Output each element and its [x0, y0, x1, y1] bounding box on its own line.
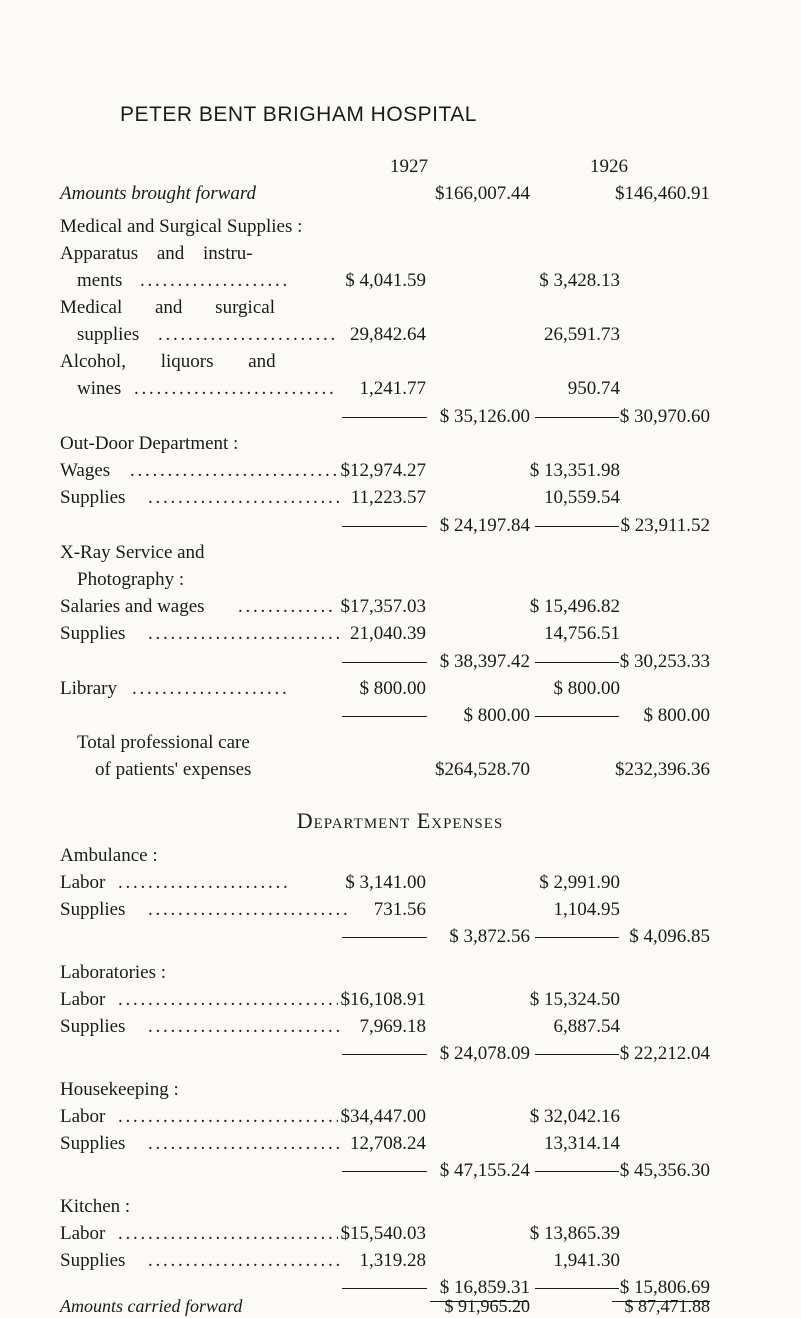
ambulance-supplies-1927: 731.56: [373, 899, 426, 920]
medsupplies-label-line1: Medical and surgical: [60, 297, 275, 318]
xray-section-title-line2: Photography :: [77, 569, 185, 590]
alcohol-1926: 950.74: [567, 378, 620, 399]
xray-salaries-1926: $ 15,496.82: [529, 596, 620, 617]
xray-supplies-1926: 14,756.51: [544, 623, 620, 644]
carried-forward-1927: $ 91,965.20: [444, 1296, 530, 1316]
outdoor-wages-1926: $ 13,351.98: [529, 460, 620, 481]
housekeeping-supplies-label: Supplies: [60, 1133, 126, 1154]
outdoor-supplies-1926: 10,559.54: [544, 487, 620, 508]
department-expenses-heading: Department Expenses: [296, 808, 504, 833]
kitchen-total-1926: $ 15,806.69: [619, 1277, 710, 1298]
laboratories-total-1927: $ 24,078.09: [439, 1043, 530, 1064]
xray-salaries-label: Salaries and wages: [60, 596, 205, 617]
ambulance-labor-label: Labor: [60, 872, 106, 893]
laboratories-supplies-1927: 7,969.18: [359, 1016, 426, 1037]
professional-total-1926: $232,396.36: [615, 759, 710, 780]
page-header: PETER BENT BRIGHAM HOSPITAL: [120, 103, 477, 126]
laboratories-labor-label: Labor: [60, 989, 106, 1010]
outdoor-supplies-1927: 11,223.57: [350, 487, 426, 508]
ambulance-labor-leader: [118, 872, 288, 894]
kitchen-labor-1926: $ 13,865.39: [529, 1223, 620, 1244]
alcohol-label-line2: wines: [77, 378, 122, 399]
housekeeping-total-1927: $ 47,155.24: [439, 1160, 530, 1181]
laboratories-labor-1926: $ 15,324.50: [529, 989, 620, 1010]
library-1927: $ 800.00: [359, 678, 426, 699]
ambulance-labor-1927: $ 3,141.00: [345, 872, 426, 893]
library-1926: $ 800.00: [553, 678, 620, 699]
housekeeping-supplies-1926: 13,314.14: [544, 1133, 620, 1154]
medsupplies-label-line2: supplies: [77, 324, 140, 345]
outdoor-supplies-label: Supplies: [60, 487, 126, 508]
laboratories-title: Laboratories :: [60, 962, 167, 983]
year-1926-heading: 1926: [590, 156, 628, 177]
ambulance-labor-1926: $ 2,991.90: [539, 872, 620, 893]
medical-total-1926: $ 30,970.60: [619, 406, 710, 427]
year-1927-heading: 1927: [390, 156, 428, 177]
outdoor-total-1927: $ 24,197.84: [439, 515, 530, 536]
professional-total-label-line2: of patients' expenses: [95, 759, 252, 780]
outdoor-total-1926: $ 23,911.52: [620, 515, 710, 536]
apparatus-1926: $ 3,428.13: [539, 270, 620, 291]
kitchen-supplies-label: Supplies: [60, 1250, 126, 1271]
medical-total-1927: $ 35,126.00: [439, 406, 530, 427]
ambulance-total-1927: $ 3,872.56: [449, 926, 530, 947]
apparatus-label-line1: Apparatus and instru-: [60, 243, 253, 264]
library-total-1927: $ 800.00: [463, 705, 530, 726]
brought-forward-1926: $146,460.91: [615, 183, 710, 204]
kitchen-labor-1927: $15,540.03: [340, 1223, 426, 1244]
xray-section-title-line1: X-Ray Service and: [60, 542, 205, 563]
carried-forward-1926: $ 87,471.88: [624, 1296, 710, 1316]
xray-total-1926: $ 30,253.33: [619, 651, 710, 672]
alcohol-1927: 1,241.77: [359, 378, 426, 399]
laboratories-supplies-label: Supplies: [60, 1016, 126, 1037]
xray-supplies-1927: 21,040.39: [350, 623, 426, 644]
kitchen-total-1927: $ 16,859.31: [439, 1277, 530, 1298]
housekeeping-title: Housekeeping :: [60, 1079, 179, 1100]
kitchen-title: Kitchen :: [60, 1196, 131, 1217]
laboratories-supplies-1926: 6,887.54: [553, 1016, 620, 1037]
professional-total-1927: $264,528.70: [435, 759, 530, 780]
housekeeping-labor-1926: $ 32,042.16: [529, 1106, 620, 1127]
medical-section-title: Medical and Surgical Supplies :: [60, 216, 303, 237]
library-label: Library: [60, 678, 117, 699]
ambulance-title: Ambulance :: [60, 845, 158, 866]
housekeeping-supplies-1927: 12,708.24: [350, 1133, 426, 1154]
xray-salaries-1927: $17,357.03: [340, 596, 426, 617]
kitchen-labor-label: Labor: [60, 1223, 106, 1244]
ambulance-supplies-1926: 1,104.95: [553, 899, 620, 920]
brought-forward-1927: $166,007.44: [435, 183, 530, 204]
kitchen-supplies-1927: 1,319.28: [359, 1250, 426, 1271]
ambulance-supplies-label: Supplies: [60, 899, 126, 920]
library-total-1926: $ 800.00: [643, 705, 710, 726]
medsupplies-1927: 29,842.64: [350, 324, 426, 345]
medsupplies-1926: 26,591.73: [544, 324, 620, 345]
laboratories-labor-1927: $16,108.91: [340, 989, 426, 1010]
outdoor-section-title: Out-Door Department :: [60, 433, 239, 454]
library-leader: [132, 678, 286, 700]
ambulance-total-1926: $ 4,096.85: [629, 926, 710, 947]
apparatus-leader: [140, 270, 286, 292]
outdoor-wages-1927: $12,974.27: [340, 460, 426, 481]
carried-forward-label: Amounts carried forward: [60, 1296, 243, 1316]
professional-total-label-line1: Total professional care: [77, 732, 250, 753]
housekeeping-total-1926: $ 45,356.30: [619, 1160, 710, 1181]
xray-supplies-label: Supplies: [60, 623, 126, 644]
apparatus-label-line2: ments: [77, 270, 123, 291]
brought-forward-label: Amounts brought forward: [60, 183, 257, 204]
housekeeping-labor-label: Labor: [60, 1106, 106, 1127]
apparatus-1927: $ 4,041.59: [345, 270, 426, 291]
housekeeping-labor-1927: $34,447.00: [340, 1106, 426, 1127]
xray-total-1927: $ 38,397.42: [439, 651, 530, 672]
outdoor-wages-label: Wages: [60, 460, 111, 481]
alcohol-label-line1: Alcohol, liquors and: [60, 351, 276, 372]
laboratories-total-1926: $ 22,212.04: [619, 1043, 710, 1064]
kitchen-supplies-1926: 1,941.30: [553, 1250, 620, 1271]
